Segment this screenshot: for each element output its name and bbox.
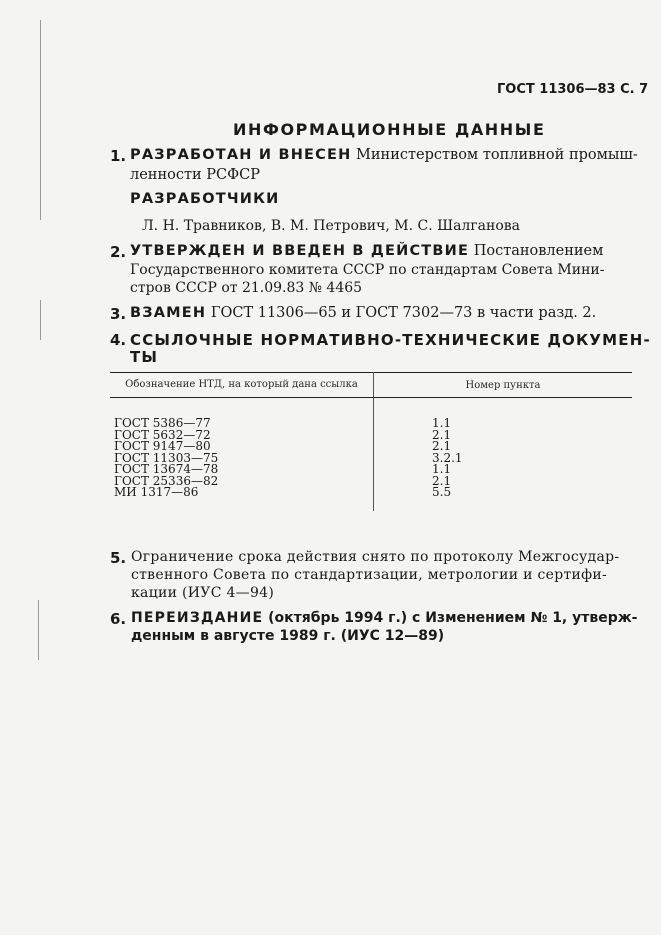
table-body	[110, 398, 632, 511]
table-row	[110, 398, 632, 430]
cell-item-number: 3.2.1	[432, 450, 463, 465]
item-4-line-2: ТЫ	[130, 348, 159, 366]
cell-document: ГОСТ 5632—72	[110, 430, 374, 442]
scan-margin-mark	[40, 300, 41, 340]
item-2-line-2: Государственного комитета СССР по стандартам Совета Мини-	[130, 262, 605, 278]
item-3-bold: ВЗАМЕН	[130, 305, 207, 321]
page-header: ГОСТ 11306—83 С. 7	[497, 82, 649, 97]
item-6-number: 6.	[110, 610, 127, 628]
item-1-bold: РАЗРАБОТАН И ВНЕСЕН	[130, 147, 352, 163]
item-5-line-3: кации (ИУС 4—94)	[131, 585, 275, 601]
cell-document: ГОСТ 13674—78	[110, 464, 374, 476]
item-3-number: 3.	[110, 305, 127, 323]
column-header-document: Обозначение НТД, на который дана ссылка	[110, 373, 374, 398]
cell-item-number: 2.1	[432, 473, 452, 488]
item-1-line-2: ленности РСФСР	[130, 167, 261, 183]
item-6-line-2: денным в августе 1989 г. (ИУС 12—89)	[131, 628, 445, 644]
item-6-bold: ПЕРЕИЗДАНИЕ	[131, 610, 264, 626]
item-1-text: Министерством топливной промыш-	[351, 147, 638, 163]
scan-margin-mark	[40, 20, 41, 220]
item-6-line-1	[131, 610, 637, 626]
cell-document: ГОСТ 5386—77	[110, 398, 374, 430]
table-row	[110, 487, 632, 511]
developers-names: Л. Н. Травников, В. М. Петрович, М. С. Шалганова	[142, 218, 520, 234]
item-2-bold: УТВЕРЖДЕН И ВВЕДЕН В ДЕЙСТВИЕ	[130, 243, 470, 259]
cell-document: ГОСТ 25336—82	[110, 476, 374, 488]
column-header-item: Номер пункта	[374, 373, 633, 398]
item-2-number: 2.	[110, 243, 127, 261]
item-4-line-1: ССЫЛОЧНЫЕ НОРМАТИВНО-ТЕХНИЧЕСКИЕ ДОКУМЕН-	[130, 331, 651, 349]
item-3-text: ГОСТ 11306—65 и ГОСТ 7302—73 в части разд. 2.	[206, 305, 597, 321]
item-1-line-1	[130, 147, 638, 163]
table-header-row	[110, 373, 632, 398]
item-2-line-3: стров СССР от 21.09.83 № 4465	[130, 280, 363, 296]
cell-document: ГОСТ 11303—75	[110, 453, 374, 465]
item-2-line-1	[130, 243, 603, 259]
cell-item-number: 1.1	[432, 416, 452, 430]
cell-item-number: 1.1	[432, 462, 452, 476]
cell-item-number: 5.5	[432, 485, 452, 499]
item-3-line	[130, 305, 596, 321]
cell-document: МИ 1317—86	[110, 487, 374, 511]
developers-heading: РАЗРАБОТЧИКИ	[130, 191, 280, 207]
item-5-line-2: ственного Совета по стандартизации, метрологии и сертифи-	[131, 567, 608, 583]
item-5-number: 5.	[110, 549, 127, 567]
item-6-text: (октябрь 1994 г.) с Изменением № 1, утверж-	[263, 610, 638, 626]
item-4-number: 4.	[110, 331, 127, 349]
cell-item-number: 2.1	[432, 427, 452, 442]
cell-document: ГОСТ 9147—80	[110, 441, 374, 453]
item-2-text: Постановлением	[469, 243, 604, 259]
item-1-number: 1.	[110, 147, 127, 165]
scan-margin-mark	[38, 600, 39, 660]
section-title: ИНФОРМАЦИОННЫЕ ДАННЫЕ	[233, 120, 546, 139]
cell-item-number: 2.1	[432, 439, 452, 453]
ntd-table	[110, 372, 632, 511]
item-5-line-1: Ограничение срока действия снято по протоколу Межгосудар-	[131, 549, 620, 565]
